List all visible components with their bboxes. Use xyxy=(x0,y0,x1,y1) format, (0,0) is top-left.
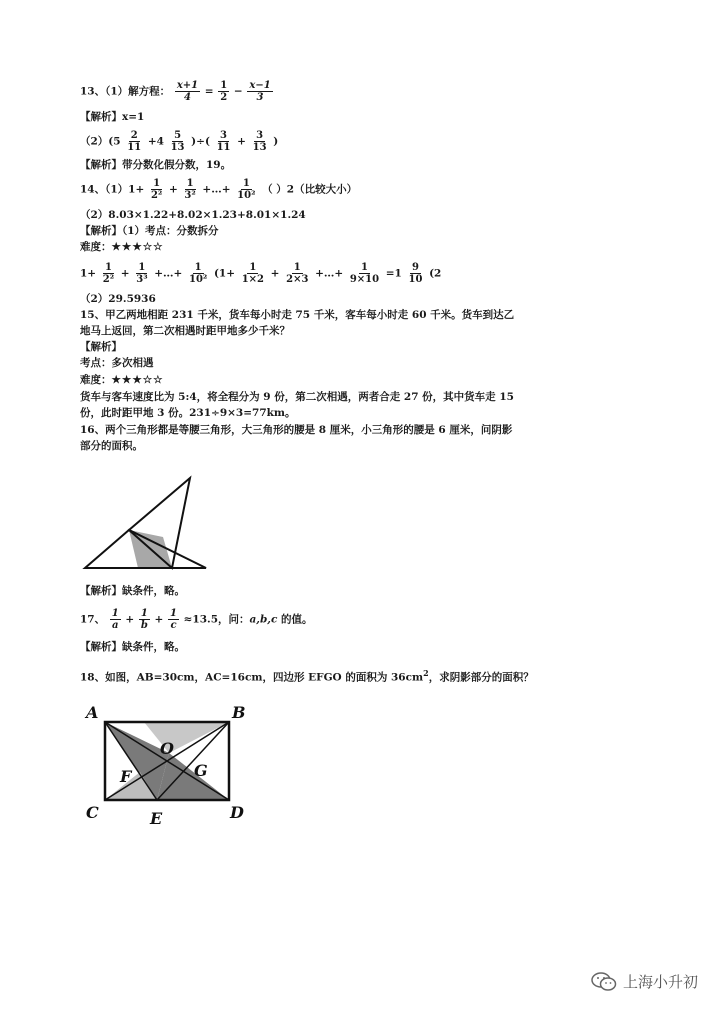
q14-part2: （2）8.03×1.22+8.02×1.23+8.01×1.24 xyxy=(80,209,306,221)
frac-num: x−1 xyxy=(249,80,271,91)
frac-den: 11 xyxy=(127,142,142,153)
q13-p2-frac4 xyxy=(251,130,269,153)
answer-label: 【解析】 xyxy=(80,585,122,597)
frac-num: 1 xyxy=(242,178,250,189)
difficulty-stars: ★★★☆☆ xyxy=(111,241,164,253)
q17-line xyxy=(80,608,313,631)
frac-num: 5 xyxy=(174,130,182,141)
ellipsis: +…+ xyxy=(154,267,183,280)
div-sign: )÷( xyxy=(191,135,210,148)
label-o: O xyxy=(160,739,174,758)
frac-den: 10² xyxy=(189,274,208,285)
ellipsis: +…+ xyxy=(202,183,231,196)
q17-prefix: 17、 xyxy=(80,613,106,626)
q14-line1 xyxy=(80,178,357,201)
minus-sign: − xyxy=(233,85,243,98)
q14-sol-frac6 xyxy=(348,262,381,285)
q17-frac-b xyxy=(139,608,150,631)
q16-line2: 部分的面积。 xyxy=(80,440,143,452)
frac-num: 3 xyxy=(256,130,264,141)
q13-frac-r1 xyxy=(218,80,229,103)
label-g: G xyxy=(194,761,208,780)
q14-sol-frac3 xyxy=(187,262,209,285)
q15-answer-label: 【解析】 xyxy=(80,341,122,353)
frac-den: 10 xyxy=(408,274,423,285)
frac-num: 1 xyxy=(170,608,177,619)
q14-compare: （ ）2（比较大小） xyxy=(262,183,358,196)
wechat-icon xyxy=(591,972,617,992)
q14-sol-frac1 xyxy=(101,262,116,285)
frac-den: 13 xyxy=(170,142,185,153)
q16-line1: 16、两个三角形都是等腰三角形，大三角形的腰是 8 厘米，小三角形的腰是 6 厘米，问阴影 xyxy=(80,424,513,436)
frac-num: 1 xyxy=(153,178,161,189)
frac-den: a xyxy=(112,620,119,631)
q15-point: 考点：多次相遇 xyxy=(80,357,154,369)
plus-sign: + xyxy=(120,267,130,280)
frac-den: 10² xyxy=(237,190,256,201)
q17-approx: ≈13.5 xyxy=(183,613,218,626)
watermark-text: 上海小升初 xyxy=(622,973,698,991)
q15-line2: 地马上返回，第二次相遇时距甲地多少千米？ xyxy=(80,325,290,337)
frac-num: 1 xyxy=(249,262,257,273)
frac-den: 3² xyxy=(184,190,196,201)
q15-sol2: 份，此时距甲地 3 份。231÷9×3=77km。 xyxy=(80,407,296,419)
frac-num: 1 xyxy=(194,262,202,273)
frac-den: 2 xyxy=(220,92,228,103)
q15-difficulty xyxy=(80,373,164,387)
label-e: E xyxy=(150,809,163,828)
frac-num: 1 xyxy=(293,262,301,273)
eq-sign: =1 xyxy=(385,267,402,280)
q14-answer xyxy=(80,224,219,238)
q13-line1 xyxy=(80,80,274,103)
answer-label: 【解析】 xyxy=(80,111,122,123)
sol-tail: (2 xyxy=(429,267,442,280)
difficulty-label: 难度： xyxy=(80,241,112,253)
ellipsis: +…+ xyxy=(315,267,344,280)
q14-frac1 xyxy=(149,178,164,201)
frac-num: 9 xyxy=(411,262,419,273)
label-c: C xyxy=(86,803,99,822)
q13-p2-frac3 xyxy=(215,130,233,153)
sol-prefix: 1+ xyxy=(80,267,97,280)
plus-sign: + xyxy=(125,613,135,626)
q17-ask-end: 的值。 xyxy=(277,613,313,626)
q13-answer2 xyxy=(80,158,231,172)
frac-den: c xyxy=(170,620,177,631)
q16-triangle-figure xyxy=(80,472,210,577)
plus-term: +4 xyxy=(147,135,164,148)
label-a: A xyxy=(86,703,99,722)
q15-line1: 15、甲乙两地相距 231 千米，货车每小时走 75 千米，客车每小时走 60 千米。货车到达乙 xyxy=(80,309,515,321)
frac-num: 2 xyxy=(130,130,138,141)
answer-text: 带分数化假分数，19。 xyxy=(122,159,232,171)
frac-den: 3³ xyxy=(136,274,148,285)
watermark xyxy=(591,971,698,992)
plus-sign: + xyxy=(168,183,178,196)
label-f: F xyxy=(120,767,132,786)
difficulty-stars: ★★★☆☆ xyxy=(111,374,164,386)
answer-label: 【解析】 xyxy=(80,641,122,653)
answer-text: x=1 xyxy=(122,111,145,123)
answer-text: 缺条件，略。 xyxy=(122,641,185,653)
frac-den: 1×2 xyxy=(241,274,264,285)
frac-den: 2² xyxy=(150,190,163,201)
frac-den: 2×3 xyxy=(286,274,309,285)
q14-difficulty xyxy=(80,240,164,254)
frac-den: 4 xyxy=(184,92,191,103)
q13-answer1 xyxy=(80,110,144,124)
q14-solution xyxy=(80,262,441,285)
frac-num: 1 xyxy=(138,262,146,273)
q16-answer xyxy=(80,584,185,598)
q13-p2-frac2 xyxy=(169,130,187,153)
q18-text-a: 18、如图，AB=30cm，AC=16cm，四边形 EFGO 的面积为 36cm xyxy=(80,671,424,684)
q13-part2 xyxy=(80,130,278,153)
q18-sup: 2 xyxy=(423,668,429,678)
frac-den: b xyxy=(140,620,148,631)
answer-text: 缺条件，略。 xyxy=(122,585,185,597)
answer-text: （1）考点：分数拆分 xyxy=(122,225,219,237)
frac-den: 9×10 xyxy=(349,274,380,285)
eq-sign: = xyxy=(204,85,214,98)
difficulty-label: 难度： xyxy=(80,374,112,386)
q14-frac3 xyxy=(235,178,257,201)
frac-den: 2² xyxy=(102,274,115,285)
frac-num: 1 xyxy=(140,608,148,619)
frac-num: 1 xyxy=(104,262,112,273)
q13-frac-lhs xyxy=(175,80,200,103)
q17-answer xyxy=(80,640,185,654)
close-paren: ) xyxy=(273,135,279,148)
answer-label: 【解析】 xyxy=(80,159,122,171)
q13-part2-prefix: （2）(5 xyxy=(80,135,121,148)
q15-sol1: 货车与客车速度比为 5:4，将全程分为 9 份，第二次相遇，两者合走 27 份，其中货车走 15 xyxy=(80,391,514,403)
q17-frac-c xyxy=(168,608,179,631)
open-paren: (1+ xyxy=(213,267,236,280)
q13-prefix: 13、（1）解方程： xyxy=(80,85,171,98)
frac-num: 1 xyxy=(186,178,194,189)
label-b: B xyxy=(232,703,246,722)
q17-ask: ，问： xyxy=(218,613,250,626)
q14-sol-frac5 xyxy=(284,262,310,285)
frac-num: x+1 xyxy=(176,80,199,91)
plus-sign: + xyxy=(270,267,280,280)
q14-sol-frac4 xyxy=(240,262,266,285)
frac-num: 3 xyxy=(220,130,227,141)
frac-den: 3 xyxy=(256,92,264,103)
frac-num: 1 xyxy=(360,262,368,273)
answer-label: 【解析】 xyxy=(80,225,122,237)
q14-prefix: 14、（1）1+ xyxy=(80,183,145,196)
q18-rectangle-figure xyxy=(84,700,254,830)
q17-vars: a,b,c xyxy=(249,613,278,626)
q14-answer2: （2）29.5936 xyxy=(80,293,156,305)
q13-p2-frac1 xyxy=(125,130,143,153)
q17-frac-a xyxy=(110,608,121,631)
frac-num: 1 xyxy=(220,80,228,91)
frac-num: 1 xyxy=(111,608,119,619)
q14-frac2 xyxy=(182,178,197,201)
plus-sign: + xyxy=(237,135,246,148)
q18-text-b: ，求阴影部分的面积？ xyxy=(428,671,534,684)
q14-sol-frac2 xyxy=(134,262,149,285)
q14-sol-frac7 xyxy=(407,262,425,285)
frac-den: 13 xyxy=(252,142,267,153)
plus-sign: + xyxy=(154,613,164,626)
q18-line1 xyxy=(80,666,534,685)
q13-frac-r2 xyxy=(247,80,272,103)
label-d: D xyxy=(230,803,244,822)
frac-den: 11 xyxy=(216,142,231,153)
